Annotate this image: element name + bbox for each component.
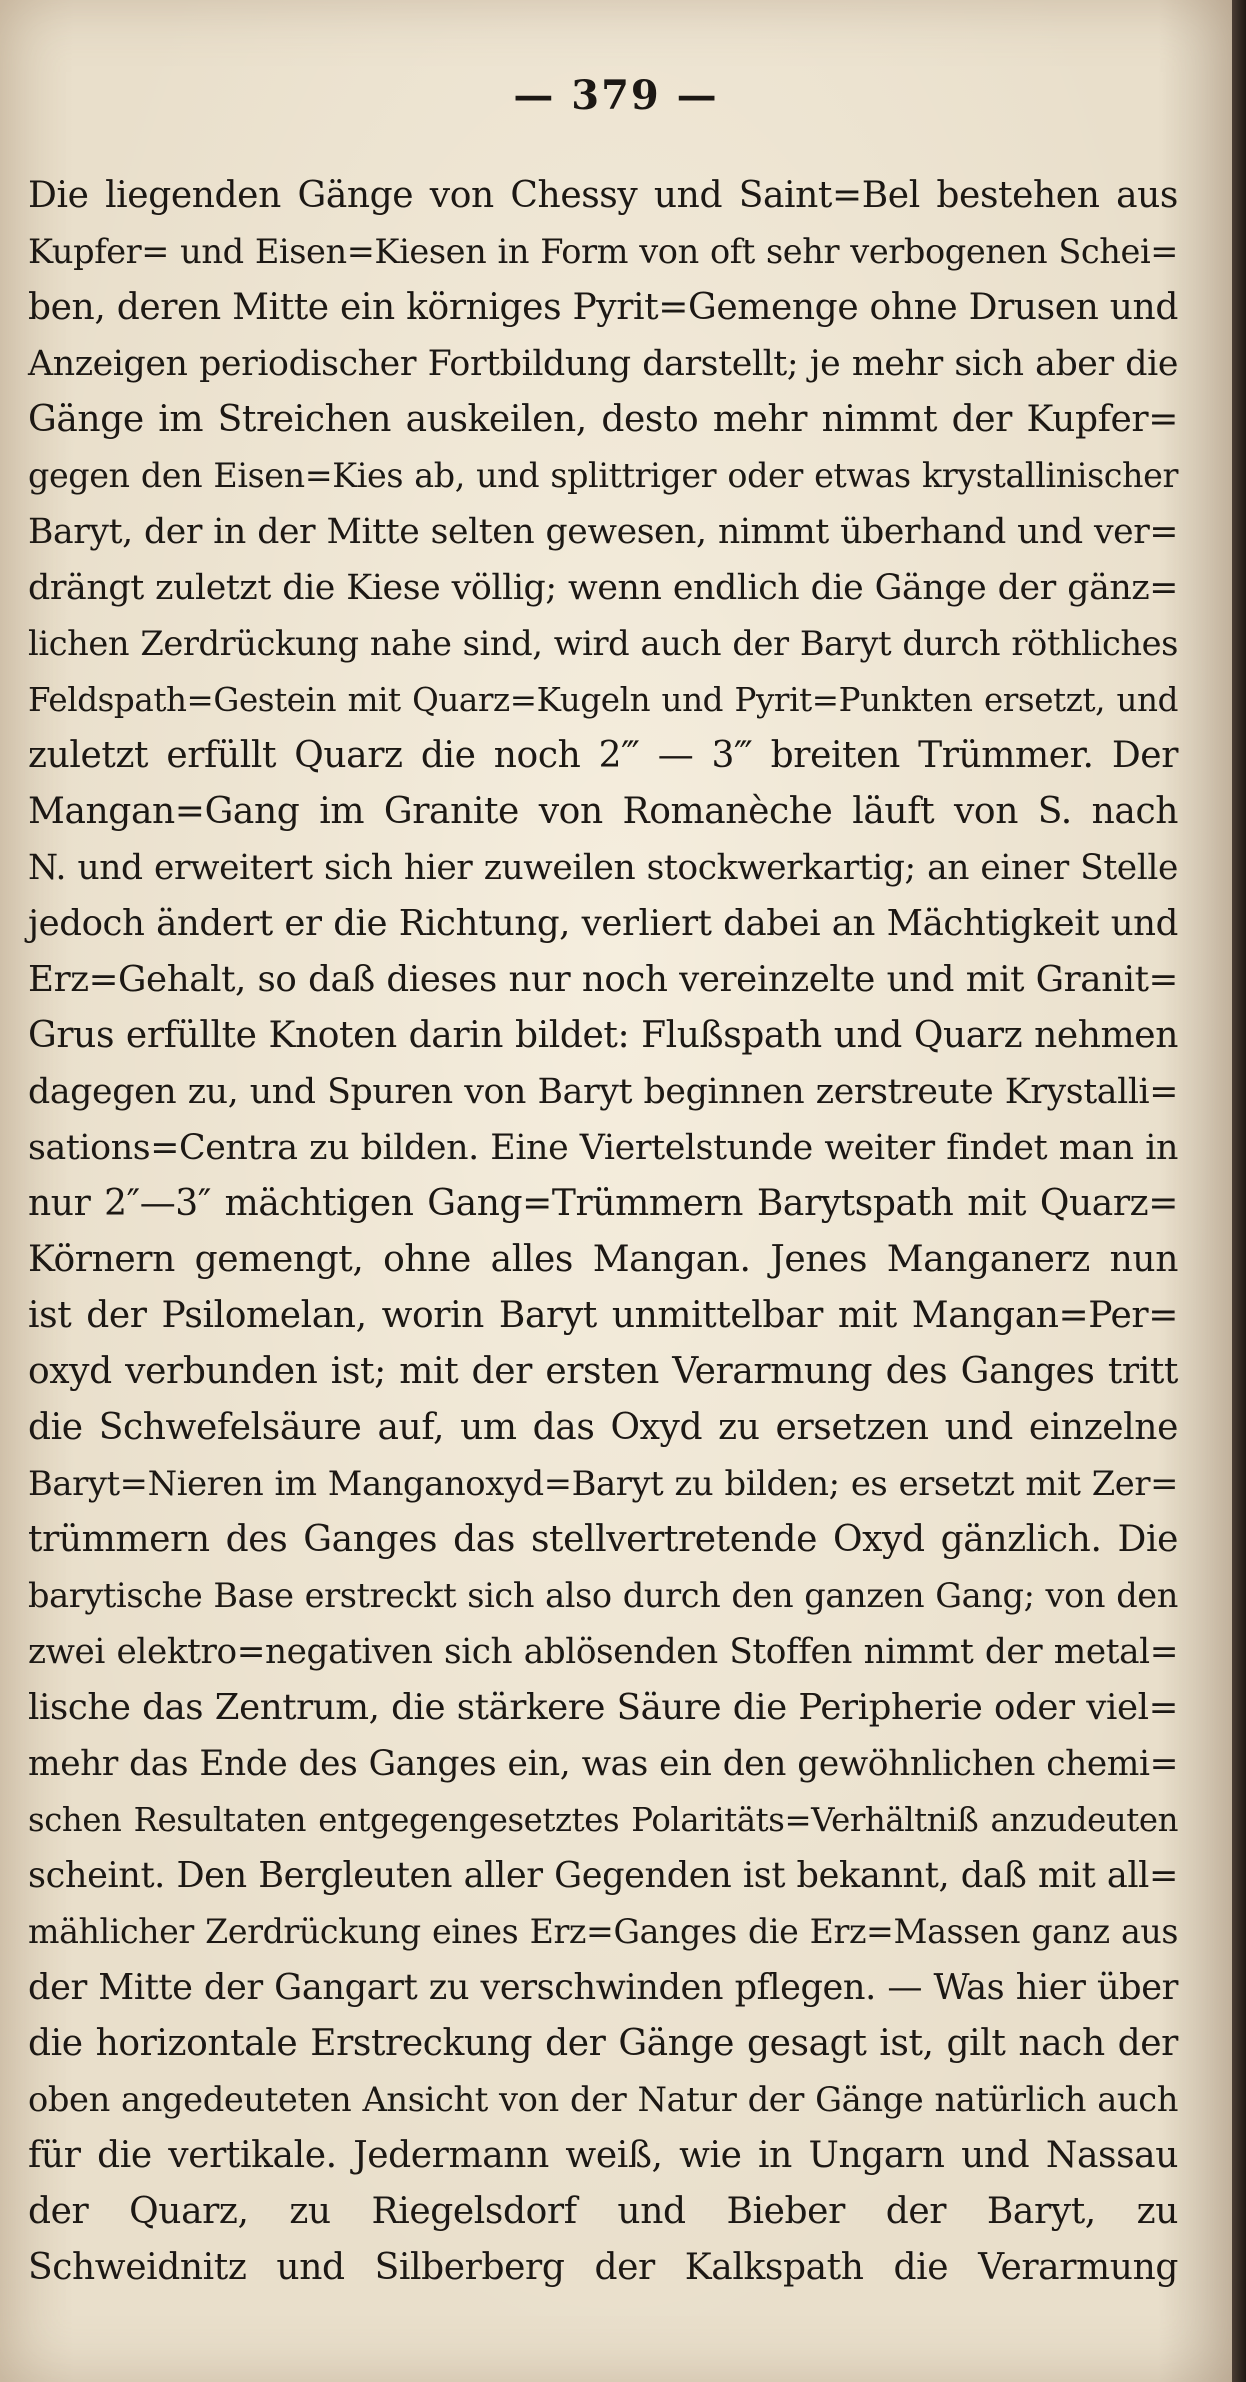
text-line: Erz=Gehalt, so daß dieses nur noch vereinzelte und mit Granit= xyxy=(28,959,1178,1000)
text-line: mählicher Zerdrückung eines Erz=Ganges die Erz=Massen ganz aus xyxy=(28,1912,1178,1951)
text-line: drängt zuletzt die Kiese völlig; wenn endlich die Gänge der gänz= xyxy=(28,568,1178,608)
text-line: Grus erfüllte Knoten darin bildet: Flußspath und Quarz nehmen xyxy=(28,1015,1178,1056)
text-line: Schweidnitz und Silberberg der Kalkspath die Verarmung xyxy=(28,2247,1178,2288)
text-line: ist der Psilomelan, worin Baryt unmittelbar mit Mangan=Per= xyxy=(28,1295,1178,1336)
text-line: Baryt, der in der Mitte selten gewesen, nimmt überhand und ver= xyxy=(28,512,1178,552)
text-line: lische das Zentrum, die stärkere Säure die Peripherie oder viel= xyxy=(28,1687,1178,1728)
text-line: schen Resultaten entgegengesetztes Polaritäts=Verhältniß anzudeuten xyxy=(28,1801,1178,1839)
text-line: sations=Centra zu bilden. Eine Viertelstunde weiter findet man in xyxy=(28,1128,1178,1168)
page-edge xyxy=(1232,0,1246,2382)
page-number: — 379 — xyxy=(513,72,719,119)
text-line: Körnern gemengt, ohne alles Mangan. Jenes Manganerz nun xyxy=(28,1239,1178,1280)
text-line: ben, deren Mitte ein körniges Pyrit=Gemenge ohne Drusen und xyxy=(28,287,1178,328)
body-text xyxy=(28,168,1178,2296)
text-line: jedoch ändert er die Richtung, verliert dabei an Mächtigkeit und xyxy=(28,903,1178,944)
text-line: Mangan=Gang im Granite von Romanèche läuft von S. nach xyxy=(28,791,1178,832)
text-line: gegen den Eisen=Kies ab, und splittriger oder etwas krystallinischer xyxy=(28,456,1178,495)
text-line: nur 2″—3″ mächtigen Gang=Trümmern Barytspath mit Quarz= xyxy=(28,1183,1178,1224)
text-line: trümmern des Ganges das stellvertretende Oxyd gänzlich. Die xyxy=(28,1519,1178,1560)
text-line: oxyd verbunden ist; mit der ersten Verarmung des Ganges tritt xyxy=(28,1351,1178,1392)
text-line: barytische Base erstreckt sich also durch den ganzen Gang; von den xyxy=(28,1576,1178,1615)
text-line: zuletzt erfüllt Quarz die noch 2‴ — 3‴ breiten Trümmer. Der xyxy=(28,735,1178,776)
text-line: dagegen zu, und Spuren von Baryt beginnen zerstreute Krystalli= xyxy=(28,1072,1178,1112)
text-line: die Schwefelsäure auf, um das Oxyd zu ersetzen und einzelne xyxy=(28,1407,1178,1448)
text-line: Anzeigen periodischer Fortbildung darstellt; je mehr sich aber die xyxy=(28,344,1178,384)
text-line: der Quarz, zu Riegelsdorf und Bieber der Baryt, zu xyxy=(28,2191,1178,2232)
text-line: Die liegenden Gänge von Chessy und Saint=Bel bestehen aus xyxy=(28,175,1178,216)
text-line: Feldspath=Gestein mit Quarz=Kugeln und Pyrit=Punkten ersetzt, und xyxy=(28,681,1178,719)
text-line: mehr das Ende des Ganges ein, was ein den gewöhnlichen chemi= xyxy=(28,1744,1178,1784)
text-line: Kupfer= und Eisen=Kiesen in Form von oft sehr verbogenen Schei= xyxy=(28,232,1178,271)
text-line: zwei elektro=negativen sich ablösenden Stoffen nimmt der metal= xyxy=(28,1632,1178,1672)
text-line: Gänge im Streichen auskeilen, desto mehr nimmt der Kupfer= xyxy=(28,399,1178,440)
text-line: lichen Zerdrückung nahe sind, wird auch der Baryt durch röthliches xyxy=(28,624,1178,663)
text-line: die horizontale Erstreckung der Gänge gesagt ist, gilt nach der xyxy=(28,2023,1178,2064)
text-line: für die vertikale. Jedermann weiß, wie in Ungarn und Nassau xyxy=(28,2135,1178,2176)
text-line: N. und erweitert sich hier zuweilen stockwerkartig; an einer Stelle xyxy=(28,848,1178,888)
text-line: scheint. Den Bergleuten aller Gegenden ist bekannt, daß mit all= xyxy=(28,1855,1178,1896)
text-line: Baryt=Nieren im Manganoxyd=Baryt zu bilden; es ersetzt mit Zer= xyxy=(28,1464,1178,1503)
text-line: oben angedeuteten Ansicht von der Natur der Gänge natürlich auch xyxy=(28,2080,1178,2119)
text-line: der Mitte der Gangart zu verschwinden pflegen. — Was hier über xyxy=(28,1967,1178,2008)
